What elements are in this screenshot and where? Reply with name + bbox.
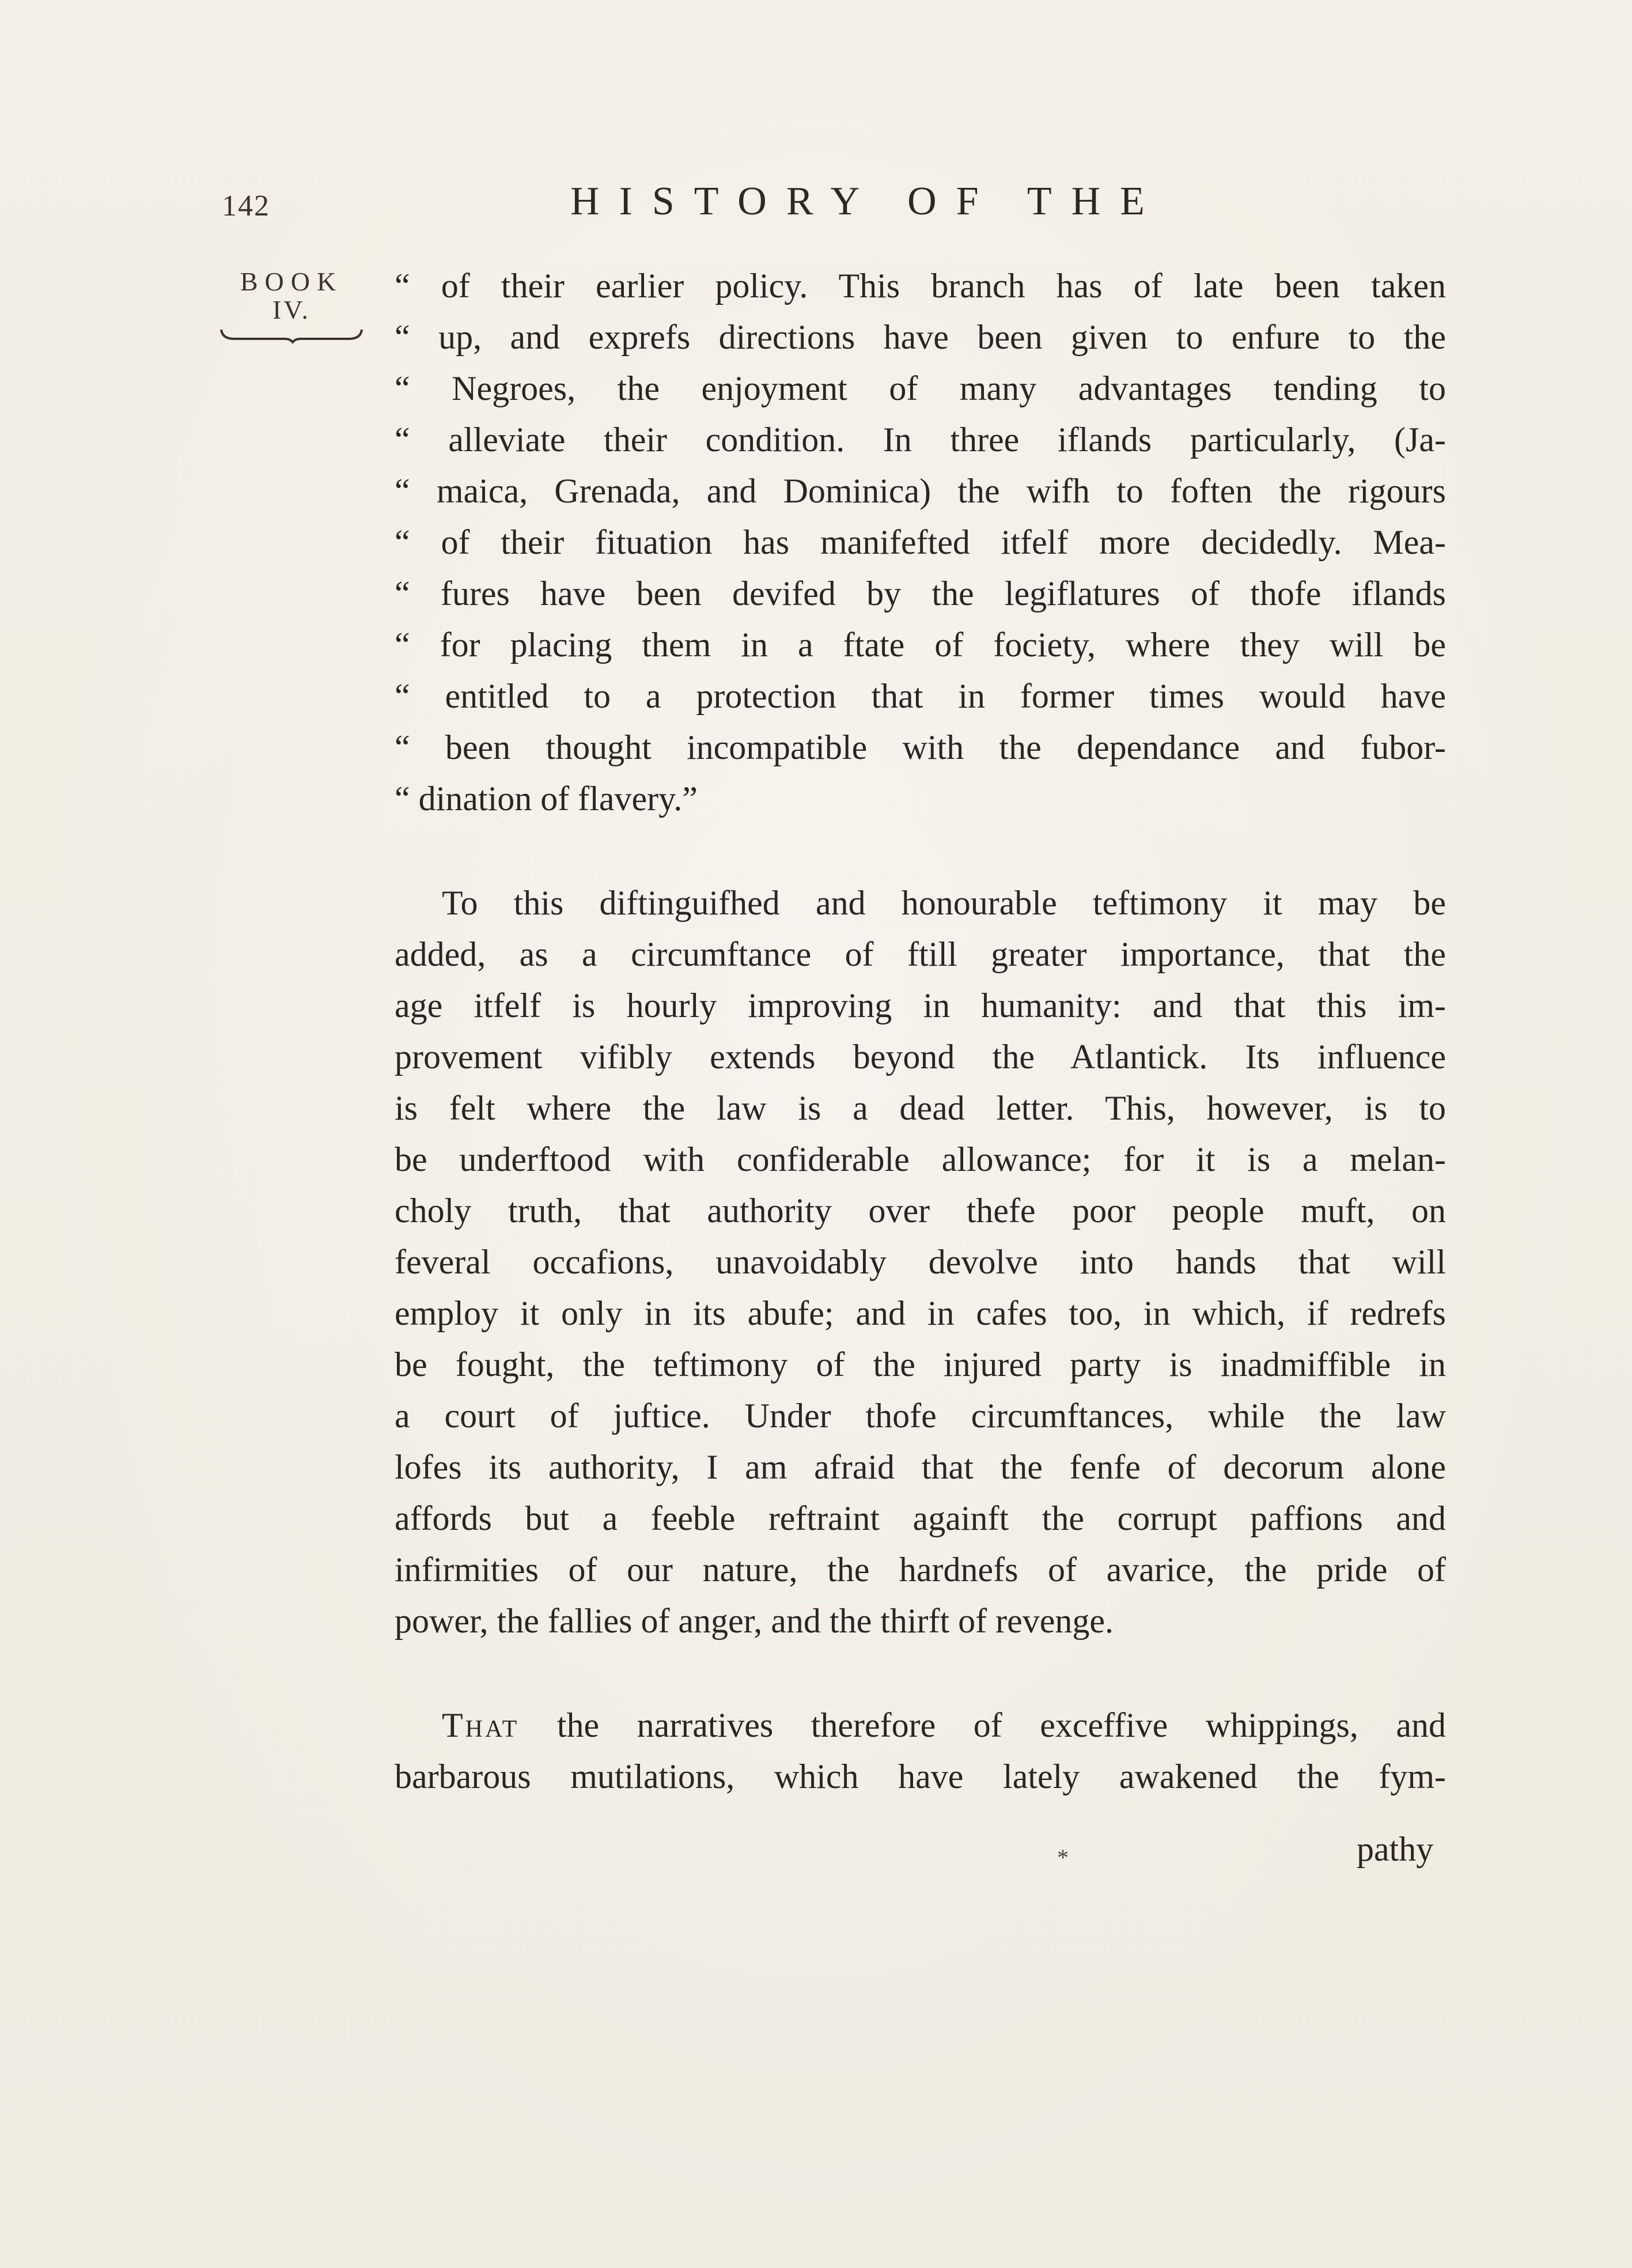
text-line: “ maica, Grenada, and Dominica) the wifh to foften the rigours (395, 472, 1446, 510)
text-line: “ up, and exprefs directions have been given to enfure to the (395, 318, 1446, 356)
text-line: “ dination of flavery.” (395, 780, 698, 818)
text-line (395, 1700, 1446, 1751)
text-line: be underftood with confiderable allowance; for it is a melan- (395, 1140, 1446, 1178)
text-line: “ of their earlier policy. This branch has of late been taken (395, 267, 1446, 305)
quote-paragraph (395, 260, 1446, 825)
text-line: affords but a feeble reftraint againft the corrupt paffions and (395, 1499, 1446, 1537)
text-fragment: the narratives therefore of exceffive whippings, and (519, 1706, 1446, 1744)
text-line: “ entitled to a protection that in former times would have (395, 677, 1446, 715)
text-line: provement vifibly extends beyond the Atlantick. Its influence (395, 1038, 1446, 1076)
side-note (211, 266, 372, 343)
paragraph (395, 1700, 1446, 1802)
paragraph-gap (395, 825, 1446, 878)
side-note-book: BOOK (240, 267, 343, 296)
side-note-volume: IV. (272, 295, 311, 324)
text-line: “ been thought incompatible with the dependance and fubor- (395, 728, 1446, 766)
text-line: “ Negroes, the enjoyment of many advantages tending to (395, 369, 1446, 407)
running-head: HISTORY OF THE (570, 179, 1164, 224)
text-line: added, as a circumftance of ftill greater importance, that the (395, 935, 1446, 973)
paragraph (395, 878, 1446, 1647)
text-line: is felt where the law is a dead letter. This, however, is to (395, 1089, 1446, 1127)
text-line: lofes its authority, I am afraid that the fenfe of decorum alone (395, 1448, 1446, 1486)
body-text (395, 260, 1446, 1802)
text-line: be fought, the teftimony of the injured party is inadmiffible in (395, 1345, 1446, 1384)
text-line: “ fures have been devifed by the legiflatures of thofe iflands (395, 574, 1446, 613)
text-line: barbarous mutilations, which have lately awakened the fym- (395, 1757, 1446, 1795)
catchword: pathy (1357, 1830, 1434, 1868)
text-line: feveral occafions, unavoidably devolve into hands that will (395, 1243, 1446, 1281)
text-line: “ alleviate their condition. In three iflands particularly, (Ja- (395, 421, 1446, 459)
text-line: “ of their fituation has manifefted itfelf more decidedly. Mea- (395, 523, 1446, 561)
text-line: power, the fallies of anger, and the thirft of revenge. (395, 1602, 1114, 1640)
signature-mark: * (1057, 1844, 1069, 1870)
text-line: “ for placing them in a ftate of fociety, where they will be (395, 626, 1446, 664)
text-line: To this diftinguifhed and honourable teftimony it may be (442, 884, 1446, 922)
page-number: 142 (222, 190, 270, 222)
text-line: a court of juftice. Under thofe circumftances, while the law (395, 1397, 1446, 1435)
brace-ornament (217, 326, 366, 343)
paragraph-gap (395, 1647, 1446, 1700)
text-line: infirmities of our nature, the hardnefs of avarice, the pride of (395, 1551, 1446, 1589)
text-line: employ it only in its abufe; and in cafes too, in which, if redrefs (395, 1294, 1446, 1332)
text-line: choly truth, that authority over thefe poor people muft, on (395, 1192, 1446, 1230)
text-line: age itfelf is hourly improving in humanity: and that this im- (395, 986, 1446, 1025)
lead-word: That (442, 1706, 520, 1744)
